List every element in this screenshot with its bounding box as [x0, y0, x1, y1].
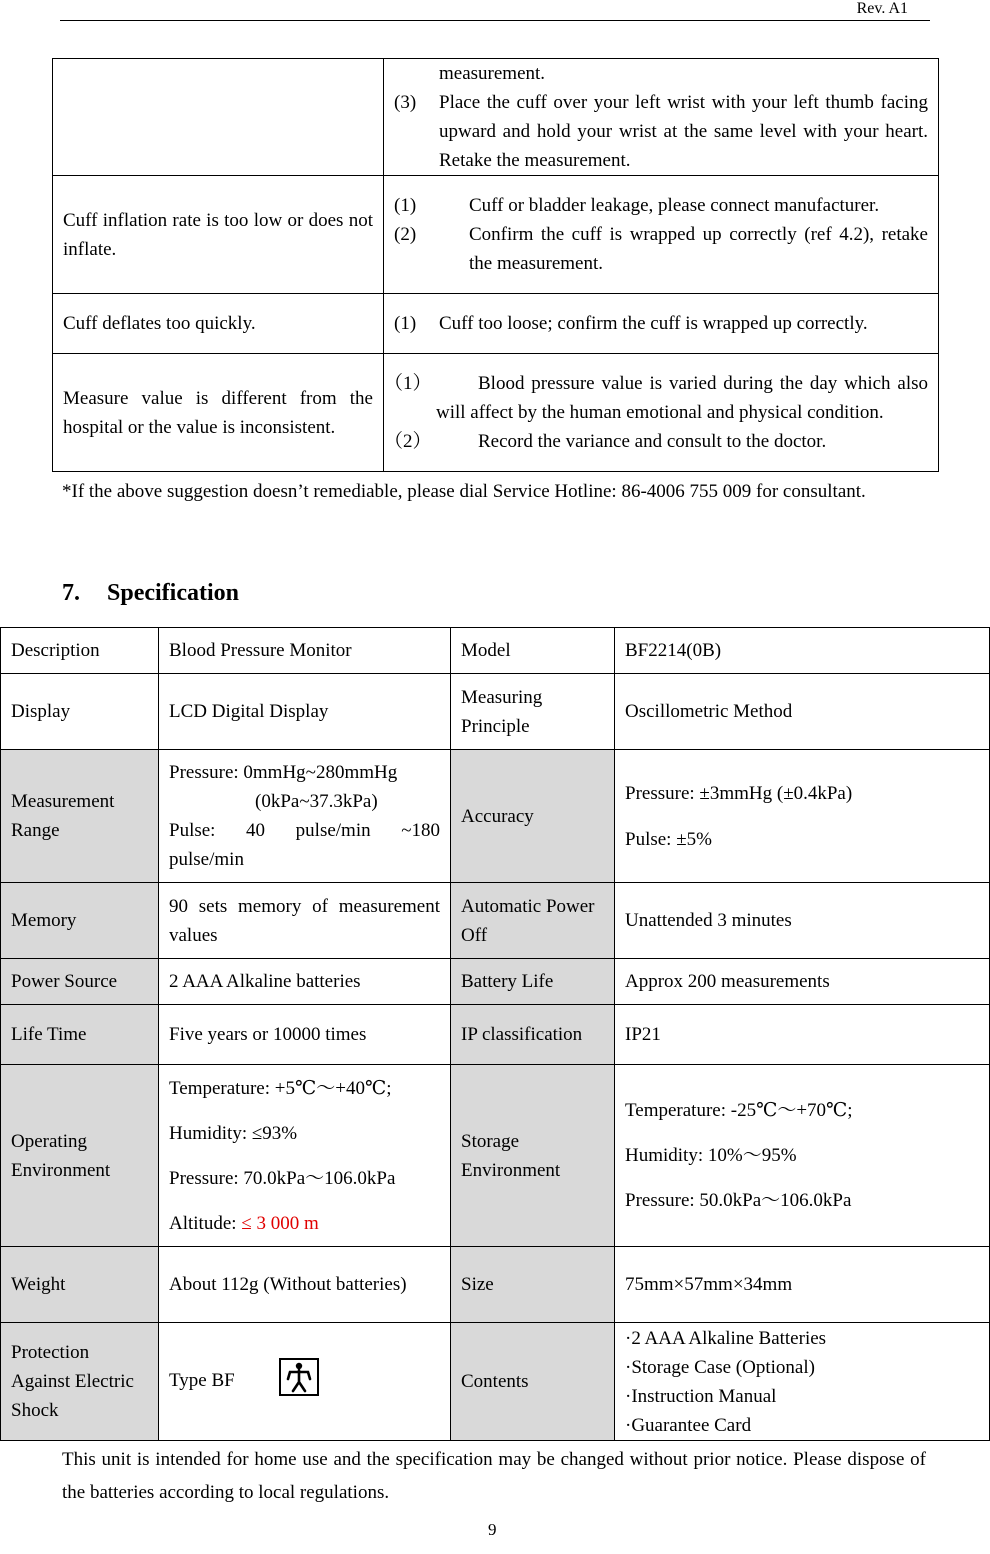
- problem-cell: Cuff inflation rate is too low or does not inflate.: [53, 176, 384, 294]
- problem-cell: Cuff deflates too quickly.: [53, 294, 384, 354]
- spec-value: Approx 200 measurements: [615, 959, 990, 1005]
- problem-cell: [53, 59, 384, 176]
- table-row: [1, 1005, 990, 1065]
- spec-label: Life Time: [1, 1005, 159, 1065]
- spec-label: IP classification: [451, 1005, 615, 1065]
- contents-item: ·Instruction Manual: [625, 1385, 777, 1407]
- revision-label: Rev. A1: [856, 0, 908, 17]
- spec-value: Five years or 10000 times: [159, 1005, 451, 1065]
- type-bf-label: Type BF: [169, 1369, 235, 1391]
- op-altitude: Altitude: ≤ 3 000 m: [169, 1212, 319, 1234]
- section-title: Specification: [107, 580, 239, 606]
- page-number: 9: [488, 1520, 497, 1539]
- specification-table: [0, 627, 990, 1441]
- table-row: [1, 1065, 990, 1247]
- range-pressure: Pressure: 0mmHg~280mmHg: [169, 762, 398, 783]
- section-number: 7.: [62, 580, 80, 606]
- spec-label: Battery Life: [451, 959, 615, 1005]
- table-row: [1, 674, 990, 750]
- spec-label: Measuring Principle: [451, 674, 615, 750]
- spec-value: 90 sets memory of measurement values: [159, 883, 451, 959]
- solution-line: （1） Blood pressure value is varied during the day which also will affect by the human emotional and physical condition.: [384, 373, 928, 423]
- op-temperature: Temperature: +5℃～+40℃;: [169, 1077, 392, 1099]
- problem-cell: Measure value is different from the hospital or the value is inconsistent.: [53, 354, 384, 472]
- contents-item: ·2 AAA Alkaline Batteries: [625, 1327, 827, 1349]
- table-row: [1, 1247, 990, 1323]
- spec-value: IP21: [615, 1005, 990, 1065]
- solution-cell: [384, 294, 939, 354]
- section-heading: [62, 580, 239, 607]
- spec-value: LCD Digital Display: [159, 674, 451, 750]
- spec-label: Power Source: [1, 959, 159, 1005]
- altitude-value: ≤ 3 000 m: [241, 1212, 319, 1234]
- usage-notice: This unit is intended for home use and the specification may be changed without prior notice. Please dispose of the batteries according to local regulations.: [62, 1449, 926, 1503]
- solution-cell: [384, 176, 939, 294]
- spec-label: Weight: [1, 1247, 159, 1323]
- spec-value: [615, 1065, 990, 1247]
- table-row: [53, 354, 939, 472]
- solution-line: (3) Place the cuff over your left wrist with your left thumb facing upward and hold your wrist at the same level with your heart. Retake the measurement.: [394, 92, 928, 171]
- spec-value: [615, 1323, 990, 1441]
- table-row: [1, 750, 990, 883]
- table-row: [1, 1323, 990, 1441]
- spec-value: [159, 1065, 451, 1247]
- solution-line: measurement.: [439, 63, 546, 84]
- table-row: [53, 59, 939, 176]
- spec-value: [159, 750, 451, 883]
- header-rule: [60, 20, 930, 21]
- spec-value: BF2214(0B): [615, 628, 990, 674]
- type-bf-body-icon: [279, 1358, 319, 1405]
- spec-label: Description: [1, 628, 159, 674]
- op-pressure: Pressure: 70.0kPa～106.0kPa: [169, 1167, 396, 1189]
- spec-value: Blood Pressure Monitor: [159, 628, 451, 674]
- spec-label: Display: [1, 674, 159, 750]
- spec-value: [159, 1323, 451, 1441]
- op-humidity: Humidity: ≤93%: [169, 1122, 298, 1144]
- spec-label: Measurement Range: [1, 750, 159, 883]
- table-row: [1, 628, 990, 674]
- troubleshooting-table: [52, 58, 939, 472]
- spec-label: Model: [451, 628, 615, 674]
- spec-value: Oscillometric Method: [615, 674, 990, 750]
- st-humidity: Humidity: 10%～95%: [625, 1145, 797, 1166]
- solution-line: (2) Confirm the cuff is wrapped up correctly (ref 4.2), retake the measurement.: [394, 224, 928, 274]
- range-kpa: (0kPa~37.3kPa): [255, 791, 378, 812]
- st-pressure: Pressure: 50.0kPa～106.0kPa: [625, 1190, 852, 1211]
- service-hotline-note: *If the above suggestion doesn’t remediable, please dial Service Hotline: 86-4006 755 009 for consultant.: [62, 481, 866, 502]
- spec-label: Memory: [1, 883, 159, 959]
- solution-line: (1) Cuff too loose; confirm the cuff is wrapped up correctly.: [394, 313, 868, 334]
- spec-value: About 112g (Without batteries): [159, 1247, 451, 1323]
- solution-line: （2） Record the variance and consult to the doctor.: [384, 431, 827, 452]
- spec-label: Automatic Power Off: [451, 883, 615, 959]
- range-pulse: Pulse: 40 pulse/min ~180 pulse/min: [169, 820, 440, 870]
- table-row: [1, 883, 990, 959]
- accuracy-pressure: Pressure: ±3mmHg (±0.4kPa): [625, 782, 853, 804]
- spec-label: Accuracy: [451, 750, 615, 883]
- accuracy-pulse: Pulse: ±5%: [625, 828, 712, 850]
- spec-label: Operating Environment: [1, 1065, 159, 1247]
- spec-value: 75mm×57mm×34mm: [615, 1247, 990, 1323]
- solution-cell: [384, 59, 939, 176]
- table-row: [53, 294, 939, 354]
- contents-item: ·Guarantee Card: [625, 1414, 752, 1436]
- spec-label: Size: [451, 1247, 615, 1323]
- solution-line: (1) Cuff or bladder leakage, please connect manufacturer.: [394, 195, 880, 216]
- spec-value: 2 AAA Alkaline batteries: [159, 959, 451, 1005]
- spec-value: Unattended 3 minutes: [615, 883, 990, 959]
- st-temperature: Temperature: -25℃～+70℃;: [625, 1100, 853, 1121]
- table-row: [1, 959, 990, 1005]
- spec-value: [615, 750, 990, 883]
- spec-label: Protection Against Electric Shock: [1, 1323, 159, 1441]
- contents-item: ·Storage Case (Optional): [625, 1356, 815, 1378]
- spec-label: Contents: [451, 1323, 615, 1441]
- solution-cell: [384, 354, 939, 472]
- spec-label: Storage Environment: [451, 1065, 615, 1247]
- table-row: [53, 176, 939, 294]
